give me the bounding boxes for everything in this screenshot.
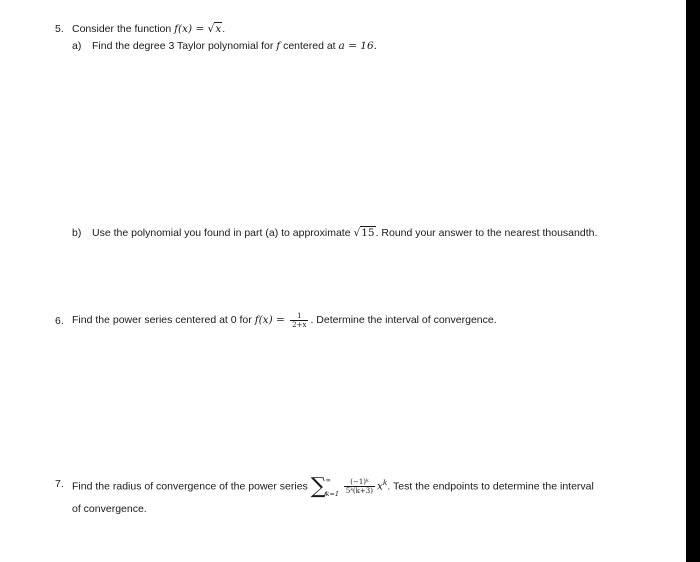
problem-6-text: Find the power series centered at 0 for: [72, 314, 252, 326]
problem-5-radicand: x: [215, 23, 222, 35]
problem-5a-statement: [92, 39, 377, 53]
problem-5-period: .: [222, 23, 226, 35]
problem-5-number: 5.: [55, 23, 64, 35]
problem-7-fraction: [344, 478, 375, 495]
problem-5b-label: b): [72, 227, 82, 239]
page-edge-shadow: [686, 0, 700, 562]
problem-5a-math: a = 16.: [338, 40, 377, 52]
problem-5a-text: Find the degree 3 Taylor polynomial for: [92, 40, 274, 52]
problem-6-text-after: . Determine the interval of convergence.: [310, 314, 497, 326]
problem-5b-radicand: 15: [361, 227, 375, 239]
problem-5-statement: [72, 22, 225, 36]
sqrt-symbol: √: [353, 227, 361, 239]
problem-6-statement: [72, 310, 497, 330]
problem-7-statement: [72, 466, 594, 504]
problem-5-intro: Consider the function: [72, 23, 172, 35]
problem-7-number: 7.: [55, 478, 64, 490]
problem-5b-text-after: . Round your answer to the nearest thousandth.: [375, 227, 598, 239]
problem-7-text: Find the radius of convergence of the power series: [72, 480, 308, 493]
fraction-denominator: 5ᵏ(k+3): [345, 487, 373, 496]
fraction-numerator: 1: [290, 312, 308, 321]
fraction-denominator: 2+x: [292, 320, 307, 329]
problem-6-fraction: [290, 312, 308, 329]
problem-5b-text: Use the polynomial you found in part (a) to approximate: [92, 227, 351, 239]
problem-5b-statement: [92, 226, 597, 240]
problem-7-statement-line2: of convergence.: [72, 503, 147, 515]
problem-6-function-lhs: f(x) =: [254, 314, 289, 326]
sqrt-symbol: √: [207, 23, 215, 35]
summation-symbol: ∑: [310, 473, 327, 499]
problem-6-number: 6.: [55, 315, 64, 327]
lower-limit: k=1: [325, 489, 339, 498]
problem-5a-var: f: [276, 40, 281, 52]
upper-limit: ∞: [325, 475, 331, 484]
term-exponent: k: [382, 478, 388, 487]
problem-5b-sqrt: [353, 226, 375, 240]
summation-limits: [325, 473, 339, 501]
term-variable: x: [376, 480, 383, 493]
problem-5-function-lhs: f(x) =: [174, 23, 208, 35]
problem-5a-label: a): [72, 40, 82, 52]
fraction-numerator: (−1)ᵏ: [344, 478, 375, 487]
problem-5a-text-mid: centered at: [283, 40, 336, 52]
problem-5-sqrt: [207, 22, 226, 36]
problem-7-text-after: . Test the endpoints to determine the interval: [387, 480, 594, 493]
